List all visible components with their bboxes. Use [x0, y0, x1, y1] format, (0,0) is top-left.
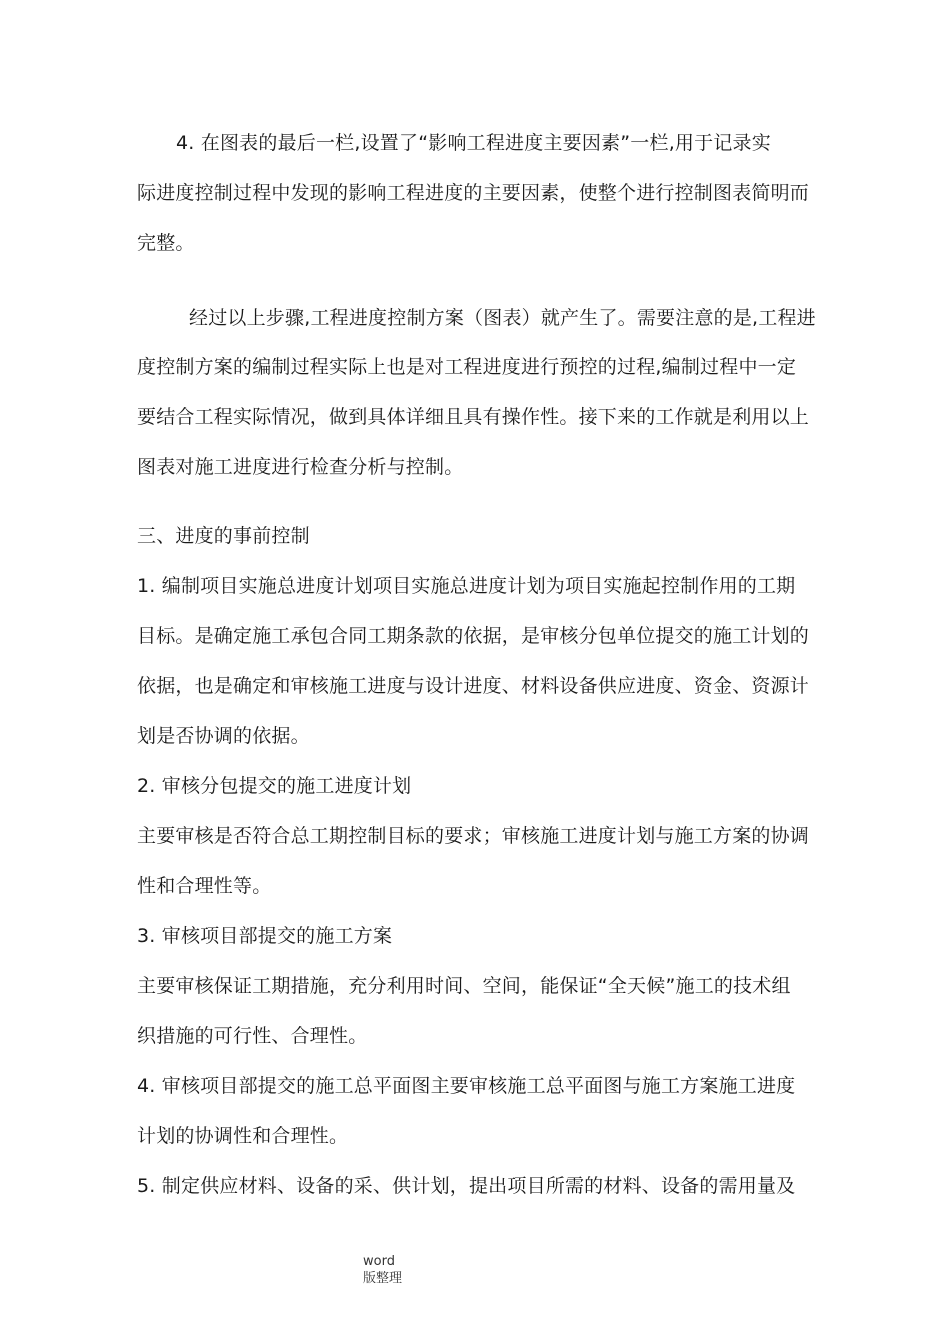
- item-1-line-4: 划是否协调的依据。: [137, 725, 310, 747]
- section-heading: 三、进度的事前控制: [137, 525, 310, 547]
- item-5-line-1: 5. 制定供应材料、设备的采、供计划，提出项目所需的材料、设备的需用量及: [137, 1175, 796, 1197]
- paragraph-4-line-3: 完整。: [137, 232, 195, 254]
- item-3-title: 3. 审核项目部提交的施工方案: [137, 925, 393, 947]
- item-3-line-1: 主要审核保证工期措施，充分利用时间、空间，能保证“全天候”施工的技术组: [137, 975, 791, 997]
- item-2-title: 2. 审核分包提交的施工进度计划: [137, 775, 412, 797]
- item-1-line-2: 目标。是确定施工承包合同工期条款的依据，是审核分包单位提交的施工计划的: [137, 625, 810, 647]
- summary-line-3: 要结合工程实际情况，做到具体详细且具有操作性。接下来的工作就是利用以上: [137, 406, 810, 428]
- footer-word: word: [363, 1254, 395, 1269]
- paragraph-4-line-2: 际进度控制过程中发现的影响工程进度的主要因素，使整个进行控制图表简明而: [137, 182, 810, 204]
- item-1-line-3: 依据，也是确定和审核施工进度与设计进度、材料设备供应进度、资金、资源计: [137, 675, 810, 697]
- item-4-line-2: 计划的协调性和合理性。: [137, 1125, 349, 1147]
- item-1-line-1: 1. 编制项目实施总进度计划项目实施总进度计划为项目实施起控制作用的工期: [137, 575, 796, 597]
- item-2-line-1: 主要审核是否符合总工期控制目标的要求；审核施工进度计划与施工方案的协调: [137, 825, 810, 847]
- summary-line-2: 度控制方案的编制过程实际上也是对工程进度进行预控的过程,编制过程中一定: [137, 356, 797, 378]
- paragraph-4-line-1: 4. 在图表的最后一栏,设置了“影响工程进度主要因素”一栏,用于记录实: [176, 132, 771, 154]
- summary-line-1: 经过以上步骤,工程进度控制方案（图表）就产生了。需要注意的是,工程进: [189, 307, 816, 329]
- summary-line-4: 图表对施工进度进行检查分析与控制。: [137, 456, 464, 478]
- item-4-line-1: 4. 审核项目部提交的施工总平面图主要审核施工总平面图与施工方案施工进度: [137, 1075, 796, 1097]
- footer-note: 版整理: [363, 1271, 403, 1286]
- item-3-line-2: 织措施的可行性、合理性。: [137, 1025, 368, 1047]
- item-2-line-2: 性和合理性等。: [137, 875, 272, 897]
